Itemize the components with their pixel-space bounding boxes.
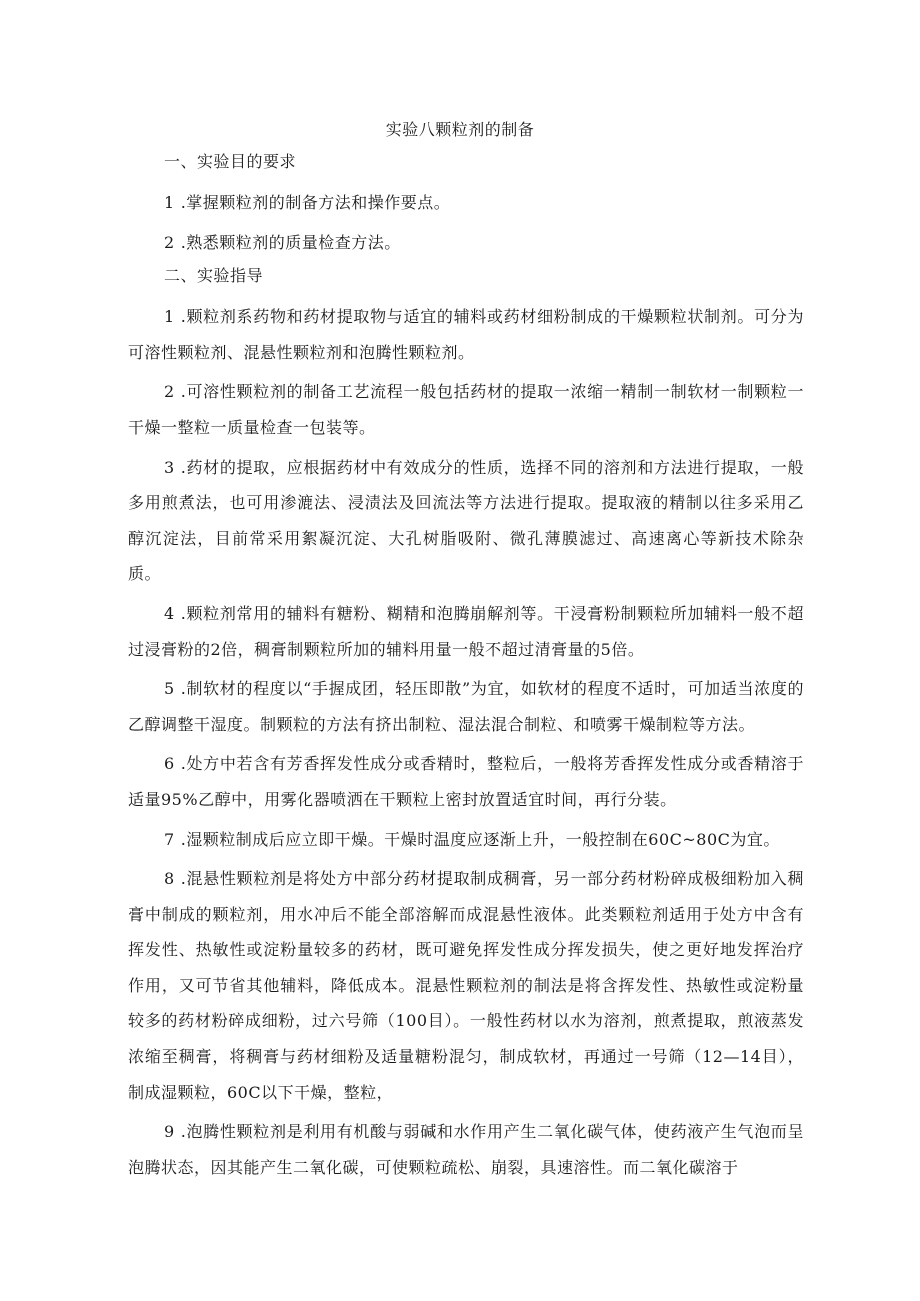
objective-item — [128, 225, 804, 261]
item-number: 3 — [164, 457, 175, 477]
item-text: .混悬性颗粒剂是将处方中部分药材提取制成稠膏，另一部分药材粉碎成极细粉加入稠膏中制成的颗粒剂，用水冲后不能全部溶解而成混悬性液体。此类颗粒剂适用于处方中含有挥发性、热敏性或淀粉量较多的药材，既可避免挥发性成分挥发损失，使之更好地发挥治疗作用，又可节省其他辅料，降低成本。混悬性颗粒剂的制法是将含挥发性、热敏性或淀粉量较多的药材粉碎成细粉，过六号筛（100目）。一般性药材以水为溶剂，煎煮提取，煎液蒸发浓缩至稠膏，将稠膏与药材细粉及适量糖粉混匀，制成软材，再通过一号筛（12—14目），制成湿颗粒，60C以下干燥，整粒， — [128, 869, 804, 1102]
item-text: .颗粒剂系药物和药材提取物与适宜的辅料或药材细粉制成的干燥颗粒状制剂。可分为可溶性颗粒剂、混悬性颗粒剂和泡腾性颗粒剂。 — [128, 307, 804, 362]
guidance-item — [128, 746, 804, 817]
item-number: 2 — [164, 382, 175, 402]
guidance-item — [128, 374, 804, 445]
section-heading-guidance: 二、实验指导 — [164, 266, 264, 286]
guidance-item — [128, 299, 804, 370]
item-text: .药材的提取，应根据药材中有效成分的性质，选择不同的溶剂和方法进行提取，一般多用煎煮法，也可用渗漉法、浸渍法及回流法等方法进行提取。提取液的精制以往多采用乙醇沉淀法，目前常采用絮凝沉淀、大孔树脂吸附、微孔薄膜滤过、高速离心等新技术除杂质。 — [128, 457, 804, 584]
guidance-item — [128, 450, 804, 592]
item-number: 1 — [164, 307, 175, 327]
guidance-item — [128, 861, 804, 1110]
guidance-item — [128, 1114, 804, 1185]
item-number: 1 — [164, 193, 175, 212]
item-text: .湿颗粒制成后应立即干燥。干燥时温度应逐渐上升，一般控制在60C~80C为宜。 — [180, 829, 780, 849]
item-text: .掌握颗粒剂的制备方法和操作要点。 — [180, 193, 451, 212]
guidance-item — [128, 596, 804, 667]
item-number: 6 — [164, 754, 175, 774]
section-heading-objectives: 一、实验目的要求 — [164, 152, 297, 171]
objective-item — [128, 185, 804, 221]
item-text: .熟悉颗粒剂的质量检查方法。 — [180, 232, 401, 252]
document-title: 实验八颗粒剂的制备 — [385, 120, 535, 139]
guidance-item — [128, 671, 804, 742]
item-text: .颗粒剂常用的辅料有糖粉、糊精和泡腾崩解剂等。干浸膏粉制颗粒所加辅料一般不超过浸膏粉的2倍，稠膏制颗粒所加的辅料用量一般不超过清膏量的5倍。 — [128, 603, 804, 659]
item-number: 7 — [164, 829, 175, 849]
item-number: 5 — [164, 679, 175, 699]
item-text: .制软材的程度以“手握成团，轻压即散”为宜，如软材的程度不适时，可加适当浓度的乙醇调整干湿度。制颗粒的方法有挤出制粒、湿法混合制粒、和喷雾干燥制粒等方法。 — [128, 679, 804, 734]
item-number: 9 — [164, 1122, 175, 1142]
item-text: .可溶性颗粒剂的制备工艺流程一般包括药材的提取一浓缩一精制一制软材一制颗粒一干燥一整粒一质量检查一包装等。 — [128, 382, 804, 437]
document-body — [128, 150, 804, 1189]
item-number: 8 — [164, 869, 175, 889]
item-number: 2 — [164, 232, 175, 252]
item-text: .泡腾性颗粒剂是利用有机酸与弱碱和水作用产生二氧化碳气体，使药液产生气泡而呈泡腾状态，因其能产生二氧化碳，可使颗粒疏松、崩裂，具速溶性。而二氧化碳溶于 — [128, 1122, 804, 1177]
guidance-item — [128, 822, 804, 858]
item-number: 4 — [164, 603, 175, 623]
item-text: .处方中若含有芳香挥发性成分或香精时，整粒后，一般将芳香挥发性成分或香精溶于适量95%乙醇中，用雾化器喷洒在干颗粒上密封放置适宜时间，再行分装。 — [128, 754, 804, 809]
